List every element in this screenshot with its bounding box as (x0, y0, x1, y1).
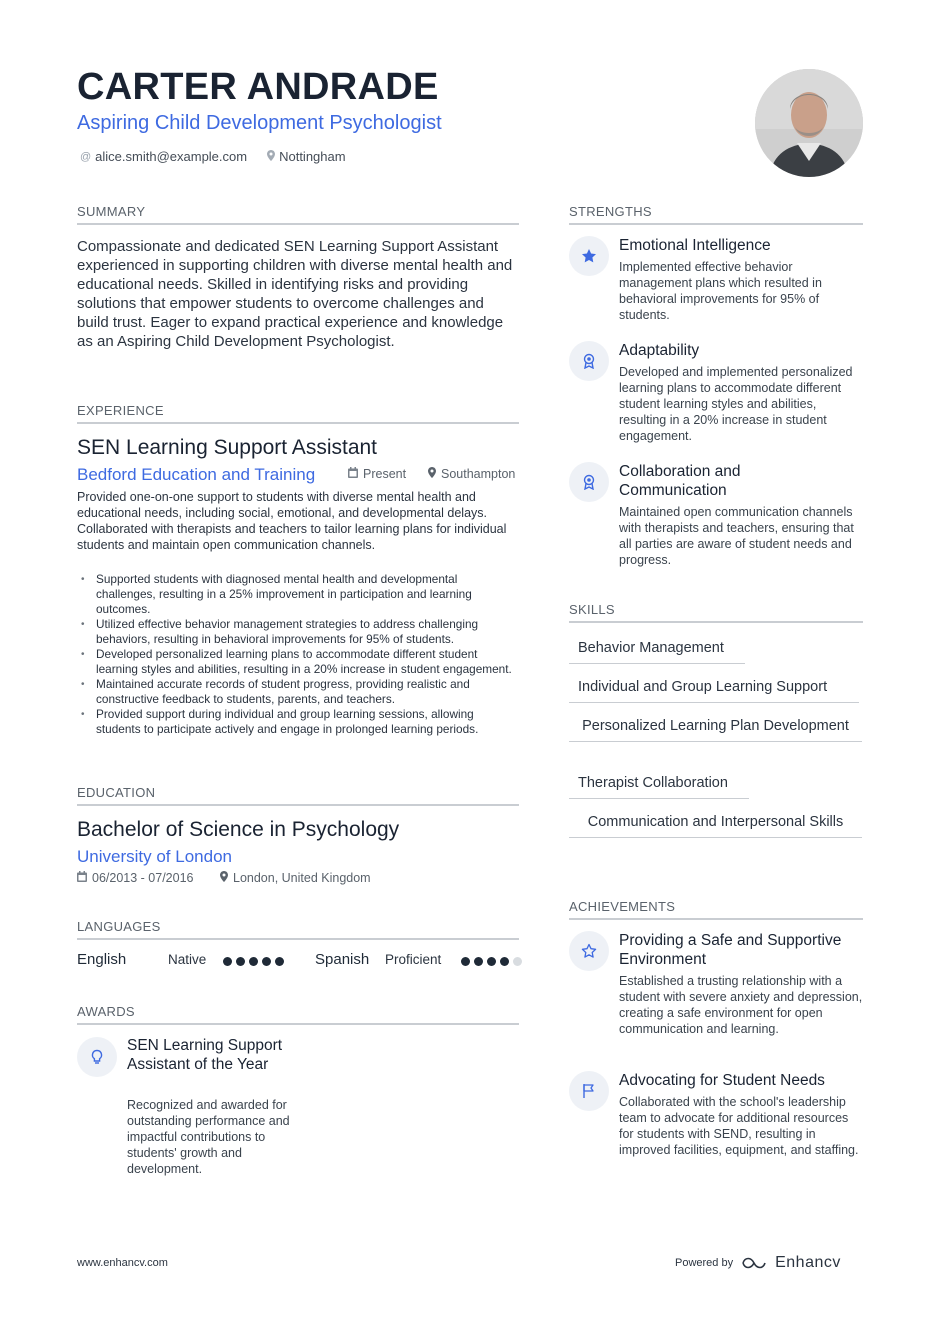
list-item: • Maintained accurate records of student progress, providing realistic and constructive feedback to students, parents, and teachers. (77, 677, 519, 707)
location-text: Nottingham (279, 149, 346, 164)
achievement-description: Established a trusting relationship with a student with severe anxiety and depression, creating a safe environment for open communication and learning. (619, 974, 863, 1036)
calendar-icon (77, 871, 87, 885)
strength-title: Adaptability (619, 342, 700, 359)
rating-dot (513, 957, 522, 966)
education-location (220, 871, 371, 885)
achievement-description: Collaborated with the school's leadership team to advocate for additional resources for students with SEND, resulting in improved facilities, equipment, and staffing. (619, 1095, 859, 1157)
powered-by-label: Powered by (675, 1257, 734, 1269)
company-name: Bedford Education and Training (77, 465, 316, 484)
languages-section-title: LANGUAGES (77, 919, 519, 940)
language-level: Native (168, 952, 207, 967)
skill-tag: Communication and Interpersonal Skills (569, 813, 862, 838)
job-date-text: Present (363, 467, 407, 481)
strength-description: Maintained open communication channels with therapists and teachers, ensuring that all parties are aware of student needs and progress. (619, 505, 854, 567)
star-icon (569, 236, 609, 276)
achievements-section-title: ACHIEVEMENTS (569, 899, 863, 920)
achievement-title: Providing a Safe and Supportive Environment (619, 932, 842, 968)
rating-dot (474, 957, 483, 966)
email-contact[interactable] (80, 149, 247, 164)
skills-section-title: SKILLS (569, 602, 863, 623)
rating-dot (275, 957, 284, 966)
language-name: English (77, 951, 127, 968)
language-name: Spanish (315, 951, 370, 968)
list-item: • Supported students with diagnosed mental health and developmental challenges, resulting in a 25% improvement in participation and learning outcomes. (77, 572, 519, 617)
rating-dot (249, 957, 258, 966)
rating-dot (236, 957, 245, 966)
experience-section-title: EXPERIENCE (77, 403, 519, 424)
skill-tag: Behavior Management (569, 639, 745, 664)
at-icon: @ (80, 150, 92, 163)
flag-icon (569, 1071, 609, 1111)
rating-dot (487, 957, 496, 966)
enhancv-logo-icon (741, 1255, 771, 1271)
education-dates-text: 06/2013 - 07/2016 (92, 871, 194, 885)
list-item: • Provided support during individual and group learning sessions, allowing students to participate actively and engage in prolonged learning periods. (77, 707, 519, 737)
footer-website-link[interactable]: www.enhancv.com (77, 1257, 168, 1269)
rating-dot (262, 957, 271, 966)
award-description: Recognized and awarded for outstanding performance and impactful contributions to students' growth and development. (127, 1098, 290, 1176)
lightbulb-icon (77, 1037, 117, 1077)
job-title: SEN Learning Support Assistant (77, 436, 378, 459)
language-rating (223, 957, 284, 966)
rating-dot (461, 957, 470, 966)
brand-logo (741, 1254, 841, 1272)
list-item: • Developed personalized learning plans to accommodate different student learning styles and abilities, resulting in a 20% increase in student engagement. (77, 647, 519, 677)
job-location (428, 467, 515, 481)
medal-icon (569, 341, 609, 381)
star-outline-icon (569, 931, 609, 971)
education-section-title: EDUCATION (77, 785, 519, 806)
skill-tag: Personalized Learning Plan Development (569, 717, 862, 742)
education-location-text: London, United Kingdom (233, 871, 371, 885)
strength-description: Implemented effective behavior management plans which resulted in behavioral improvements for 95% of students. (619, 260, 822, 322)
strength-title: Emotional Intelligence (619, 237, 771, 254)
skill-tag: Therapist Collaboration (569, 774, 749, 799)
calendar-icon (348, 467, 358, 481)
brand-name: Enhancv (775, 1254, 841, 1271)
job-bullets (77, 572, 519, 737)
language-rating (461, 957, 522, 966)
location-pin-icon (220, 871, 228, 885)
award-title: SEN Learning Support Assistant of the Year (127, 1037, 283, 1073)
strength-description: Developed and implemented personalized learning plans to accommodate different student learning styles and abilities, resulting in a 20% increase in student engagement. (619, 365, 853, 443)
candidate-headline: Aspiring Child Development Psychologist (77, 112, 442, 134)
languages-list (77, 951, 519, 973)
achievement-title: Advocating for Student Needs (619, 1072, 825, 1089)
school-name: University of London (77, 847, 232, 866)
location-contact (267, 149, 345, 164)
skill-tag: Individual and Group Learning Support (569, 678, 859, 703)
list-item: • Utilized effective behavior management strategies to address challenging behaviors, resulting in behavioral improvements for 95% of students. (77, 617, 519, 647)
job-location-text: Southampton (441, 467, 516, 481)
rating-dot (500, 957, 509, 966)
awards-section-title: AWARDS (77, 1004, 519, 1025)
job-description: Provided one-on-one support to students with diverse mental health and educational needs, including social, emotional, and developmental delays. Collaborated with therapists and teachers to tailor learning plans for individual students and maintain open communication channels. (77, 490, 507, 552)
job-date (348, 467, 406, 481)
rating-dot (223, 957, 232, 966)
summary-text: Compassionate and dedicated SEN Learning Support Assistant experienced in supporting children with diverse mental health and educational needs. Skilled in identifying risks and providing solutions that empower students to overcome challenges and build trust. Eager to expand practical experience and knowledge as an Aspiring Child Development Psychologist. (77, 238, 513, 350)
strength-title: Collaboration and Communication (619, 463, 741, 499)
location-pin-icon (267, 150, 275, 164)
strengths-section-title: STRENGTHS (569, 204, 863, 225)
contact-info (80, 149, 346, 164)
footer-branding[interactable] (675, 1254, 841, 1272)
email-text: alice.smith@example.com (95, 149, 248, 164)
avatar (755, 69, 863, 177)
summary-section-title: SUMMARY (77, 204, 519, 225)
candidate-name: CARTER ANDRADE (77, 66, 439, 108)
education-dates (77, 871, 193, 885)
medal-icon (569, 462, 609, 502)
degree-title: Bachelor of Science in Psychology (77, 818, 400, 841)
location-pin-icon (428, 467, 436, 481)
language-level: Proficient (385, 952, 442, 967)
